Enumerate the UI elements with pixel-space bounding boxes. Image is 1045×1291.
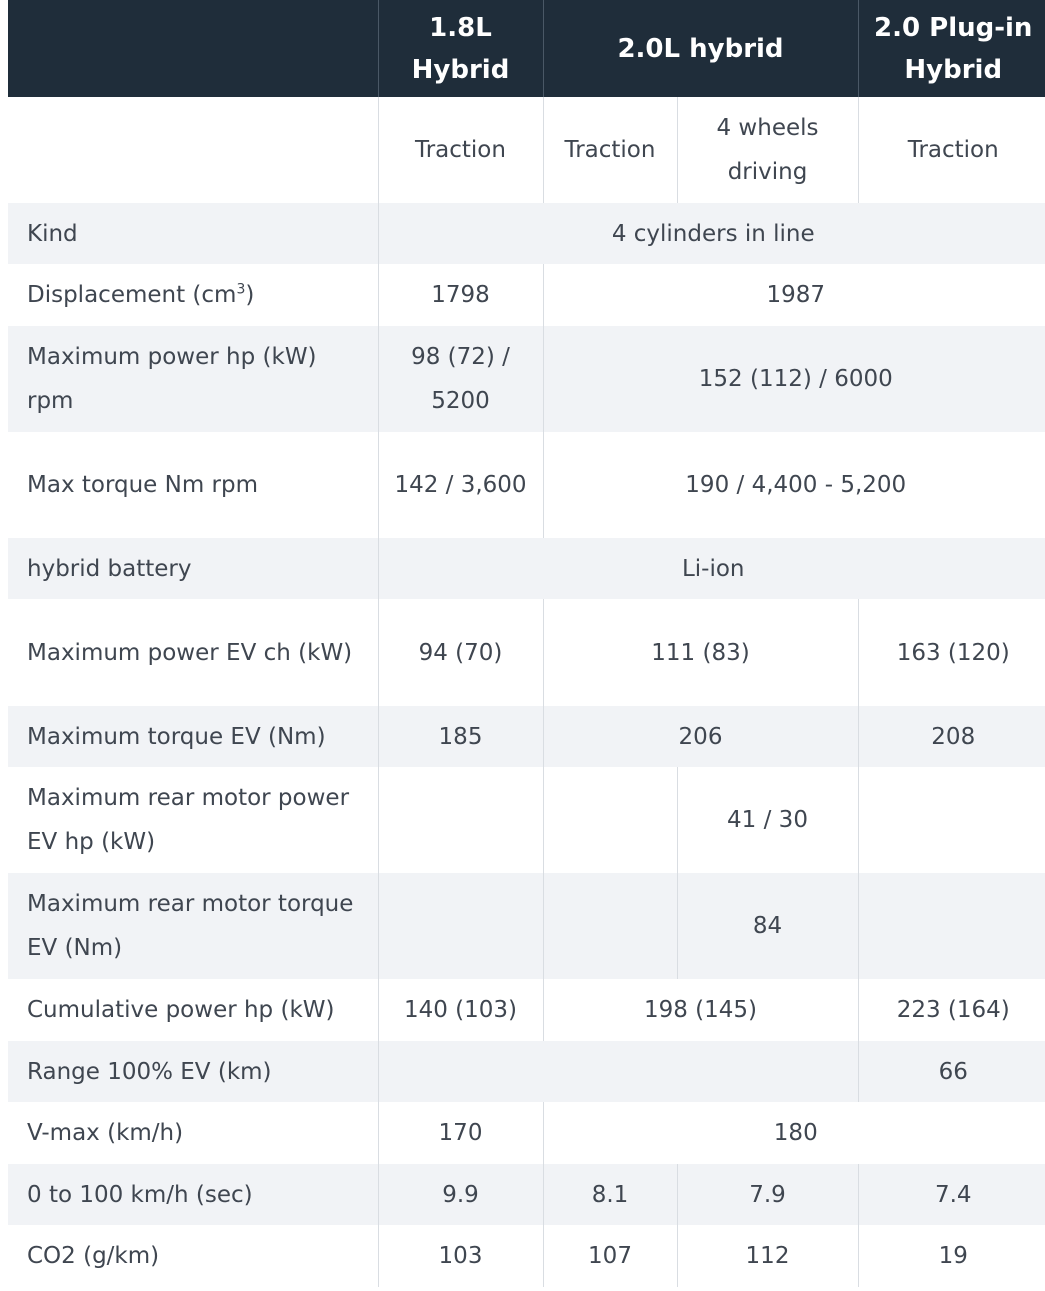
table-row (8, 873, 1045, 979)
table-row (8, 979, 1045, 1041)
cell-value: 112 (677, 1225, 858, 1287)
cell-value: 7.9 (677, 1164, 858, 1225)
cell-value: 9.9 (378, 1164, 543, 1225)
cell-value: 1987 (543, 264, 1045, 326)
row-label: Cumulative power hp (kW) (27, 997, 335, 1023)
table-row (8, 1225, 1045, 1287)
header-1-8l-hybrid: 1.8L Hybrid (378, 0, 543, 97)
row-label: Maximum power EV ch (kW) (27, 639, 353, 666)
table-row (8, 1102, 1045, 1164)
cell-empty (378, 1041, 858, 1102)
cell-value: 4 cylinders in line (378, 203, 1045, 264)
cell-value: 140 (103) (378, 979, 543, 1041)
row-label: Maximum power hp (kW) rpm (8, 326, 378, 432)
subheader-row (8, 97, 1045, 203)
cell-value: 163 (120) (858, 599, 1045, 706)
table-row (8, 326, 1045, 432)
cell-value: 142 / 3,600 (378, 432, 543, 538)
cell-value: 111 (83) (543, 599, 858, 706)
row-label: Maximum rear motor torque EV (Nm) (8, 873, 378, 979)
subheader-traction: Traction (858, 97, 1045, 203)
header-2-0-plugin-hybrid: 2.0 Plug-in Hybrid (858, 0, 1045, 97)
table-row (8, 538, 1045, 599)
cell-value: 103 (378, 1225, 543, 1287)
cell-value: 107 (543, 1225, 677, 1287)
cell-value: 66 (858, 1041, 1045, 1102)
cell-value: 180 (543, 1102, 1045, 1164)
row-label: hybrid battery (8, 538, 378, 599)
cell-value: 152 (112) / 6000 (543, 326, 1045, 432)
cell-value: 190 / 4,400 - 5,200 (543, 432, 1045, 538)
table-row (8, 264, 1045, 326)
cell-value: 208 (858, 706, 1045, 767)
header-2-0l-hybrid: 2.0L hybrid (543, 0, 858, 97)
table-row (8, 599, 1045, 706)
table-row (8, 1041, 1045, 1102)
cell-value: Li-ion (378, 538, 1045, 599)
cell-value: 206 (543, 706, 858, 767)
subheader-traction: Traction (378, 97, 543, 203)
row-label: Displacement $(cm^3)$ (27, 281, 255, 308)
row-label: Range 100% EV (km) (8, 1041, 378, 1102)
cell-value: 8.1 (543, 1164, 677, 1225)
cell-value: 198 (145) (543, 979, 858, 1041)
cell-value: 7.4 (858, 1164, 1045, 1225)
cell-value: 185 (378, 706, 543, 767)
table-row (8, 432, 1045, 538)
cell-empty (543, 873, 677, 979)
table-row (8, 706, 1045, 767)
row-label: Maximum rear motor power EV hp (kW) (27, 785, 350, 855)
table-row (8, 1164, 1045, 1225)
cell-empty (543, 767, 677, 873)
cell-empty (858, 873, 1045, 979)
table-row (8, 203, 1045, 264)
cell-value: 84 (677, 873, 858, 979)
cell-value: 98 (72) / 5200 (378, 326, 543, 432)
row-label: Max torque Nm rpm (27, 472, 259, 498)
cell-value: 1798 (378, 264, 543, 326)
subheader-4-wheels-driving: 4 wheels driving (677, 97, 858, 203)
cell-value: 41 / 30 (677, 767, 858, 873)
cell-empty (378, 873, 543, 979)
row-label: Kind (8, 203, 378, 264)
subheader-traction: Traction (543, 97, 677, 203)
cell-value: 170 (378, 1102, 543, 1164)
cell-value: 19 (858, 1225, 1045, 1287)
cell-empty (378, 767, 543, 873)
header-empty-cell (8, 0, 378, 97)
cell-value: 94 (70) (378, 599, 543, 706)
row-label: CO2 (g/km) (27, 1243, 160, 1269)
table-row (8, 767, 1045, 873)
specifications-table (8, 0, 1045, 1287)
row-label: Maximum torque EV (Nm) (8, 706, 378, 767)
cell-empty (858, 767, 1045, 873)
row-label: 0 to 100 km/h (sec) (8, 1164, 378, 1225)
cell-value: 223 (164) (858, 979, 1045, 1041)
row-label: V-max (km/h) (27, 1120, 184, 1146)
header-row (8, 0, 1045, 97)
subheader-empty-cell (8, 97, 378, 203)
